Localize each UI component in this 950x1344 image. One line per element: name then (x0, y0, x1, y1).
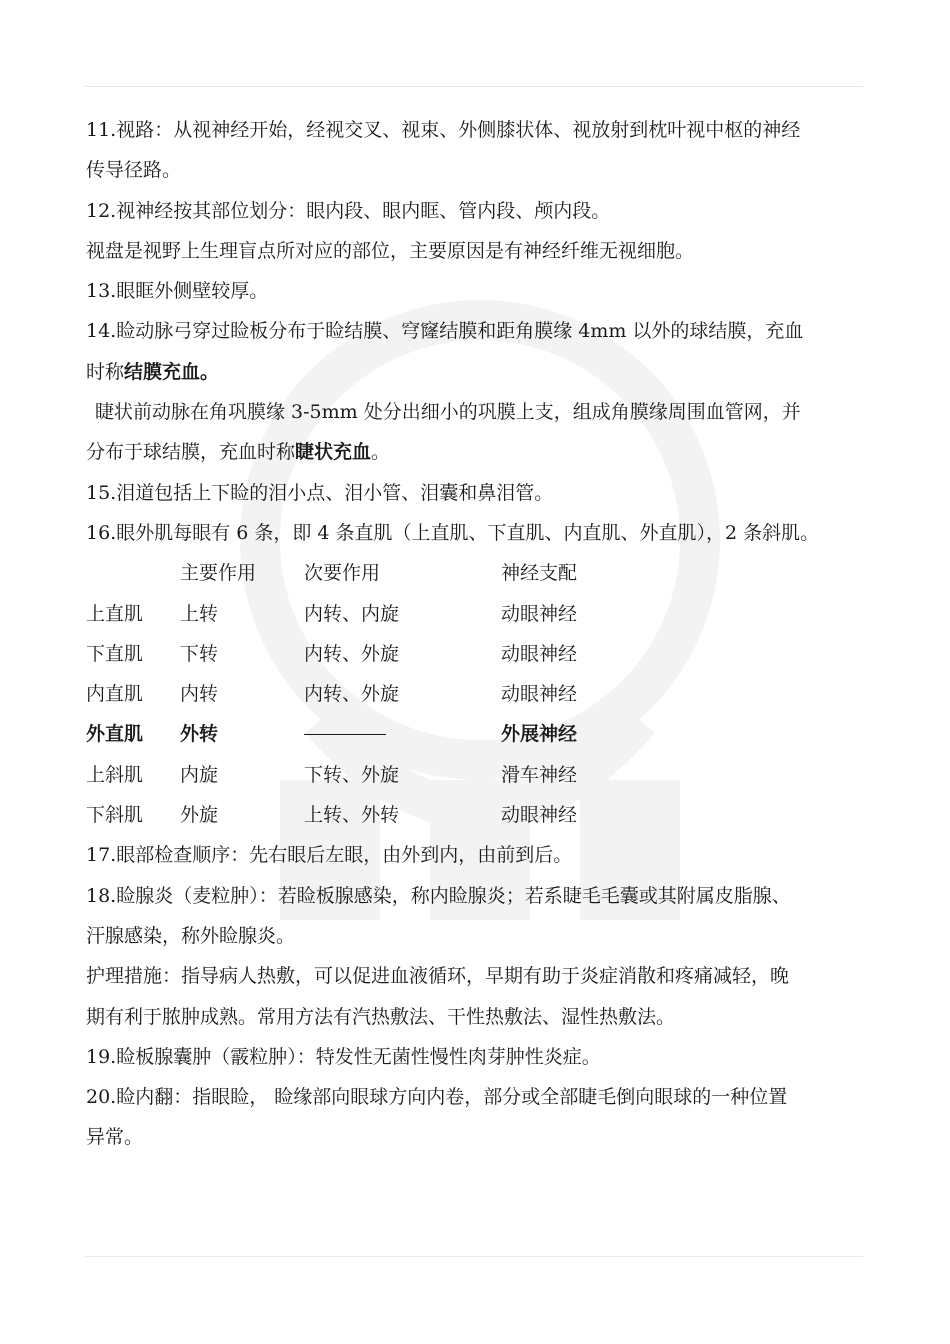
paragraph-13: 13.眼眶外侧壁较厚。 (86, 280, 269, 303)
table-row (86, 594, 886, 634)
cell-nerve: 动眼神经 (501, 683, 578, 706)
p14-line4-prefix: 分布于球结膜，充血时称 (86, 441, 296, 464)
cell-primary: 外旋 (180, 804, 219, 827)
cell-primary: 外转 (180, 723, 219, 746)
p14-line2-prefix: 时称 (86, 360, 125, 383)
cell-secondary: 内转、内旋 (304, 602, 400, 625)
p14-line4-suffix: 。 (371, 441, 391, 464)
paragraph-14-line-1: 14.睑动脉弓穿过睑板分布于睑结膜、穹窿结膜和距角膜缘 4mm 以外的球结膜，充血 (86, 320, 804, 343)
paragraph-11-line-2: 传导径路。 (86, 159, 182, 182)
paragraph-18-line-3: 护理措施：指导病人热敷，可以促进血液循环，早期有助于炎症消散和疼痛减轻，晚 (86, 965, 790, 988)
muscle-table (86, 553, 886, 835)
table-header-primary: 主要作用 (180, 562, 257, 585)
paragraph-18-line-4: 期有利于脓肿成熟。常用方法有汽热敷法、干性热敷法、湿性热敷法。 (86, 1005, 676, 1028)
dash-line (304, 734, 386, 735)
paragraph-15: 15.泪道包括上下睑的泪小点、泪小管、泪囊和鼻泪管。 (86, 481, 554, 504)
footer-rule (85, 1256, 863, 1257)
cell-muscle: 上直肌 (86, 602, 144, 625)
paragraph-14-line-3: 睫状前动脉在角巩膜缘 3-5mm 处分出细小的巩膜上支，组成角膜缘周围血管网，并 (95, 401, 801, 424)
table-row (86, 755, 886, 795)
cell-nerve: 滑车神经 (501, 763, 578, 786)
cell-muscle: 下斜肌 (86, 804, 144, 827)
paragraph-14-line-2 (86, 352, 886, 392)
paragraph-12-line-1: 12.视神经按其部位划分：眼内段、眼内眶、管内段、颅内段。 (86, 199, 611, 222)
cell-secondary: 上转、外转 (304, 804, 400, 827)
paragraph-16: 16.眼外肌每眼有 6 条，即 4 条直肌（上直肌、下直肌、内直肌、外直肌），2 条斜肌。 (86, 521, 820, 544)
cell-primary: 内转 (180, 683, 219, 706)
table-row (86, 634, 886, 674)
term-ciliary-congestion: 睫状充血 (295, 441, 372, 464)
document-body (86, 110, 886, 1158)
cell-secondary: 下转、外旋 (304, 763, 400, 786)
term-conjunctival-congestion: 结膜充血。 (124, 360, 220, 383)
table-row (86, 795, 886, 835)
paragraph-20-line-2: 异常。 (86, 1126, 144, 1149)
paragraph-17: 17.眼部检查顺序：先右眼后左眼，由外到内，由前到后。 (86, 844, 573, 867)
paragraph-19: 19.睑板腺囊肿（霰粒肿）：特发性无菌性慢性肉芽肿性炎症。 (86, 1045, 601, 1068)
cell-muscle: 内直肌 (86, 683, 144, 706)
paragraph-20-line-1: 20.睑内翻：指眼睑， 睑缘部向眼球方向内卷，部分或全部睫毛倒向眼球的一种位置 (86, 1086, 788, 1109)
cell-secondary: 内转、外旋 (304, 642, 400, 665)
cell-muscle: 下直肌 (86, 642, 144, 665)
cell-primary: 上转 (180, 602, 219, 625)
cell-muscle: 上斜肌 (86, 763, 144, 786)
paragraph-11-line-1: 11.视路：从视神经开始，经视交叉、视束、外侧膝状体、视放射到枕叶视中枢的神经 (86, 119, 801, 141)
paragraph-18-line-2: 汗腺感染，称外睑腺炎。 (86, 924, 296, 947)
paragraph-18-line-1: 18.睑腺炎（麦粒肿）：若睑板腺感染，称内睑腺炎；若系睫毛毛囊或其附属皮脂腺、 (86, 884, 791, 907)
table-header-secondary: 次要作用 (304, 562, 381, 585)
table-row-highlighted (86, 714, 886, 754)
cell-muscle: 外直肌 (86, 723, 144, 746)
cell-nerve: 外展神经 (501, 723, 578, 746)
table-row (86, 674, 886, 714)
header-rule (85, 86, 863, 87)
cell-secondary: 内转、外旋 (304, 683, 400, 706)
cell-primary: 内旋 (180, 763, 219, 786)
cell-nerve: 动眼神经 (501, 602, 578, 625)
cell-nerve: 动眼神经 (501, 642, 578, 665)
cell-secondary-dash (304, 714, 386, 754)
cell-nerve: 动眼神经 (501, 804, 578, 827)
table-header-nerve: 神经支配 (501, 562, 578, 585)
table-header-row (86, 553, 886, 593)
paragraph-14-line-4 (86, 432, 886, 472)
paragraph-12-line-2: 视盘是视野上生理盲点所对应的部位，主要原因是有神经纤维无视细胞。 (86, 239, 695, 262)
cell-primary: 下转 (180, 642, 219, 665)
